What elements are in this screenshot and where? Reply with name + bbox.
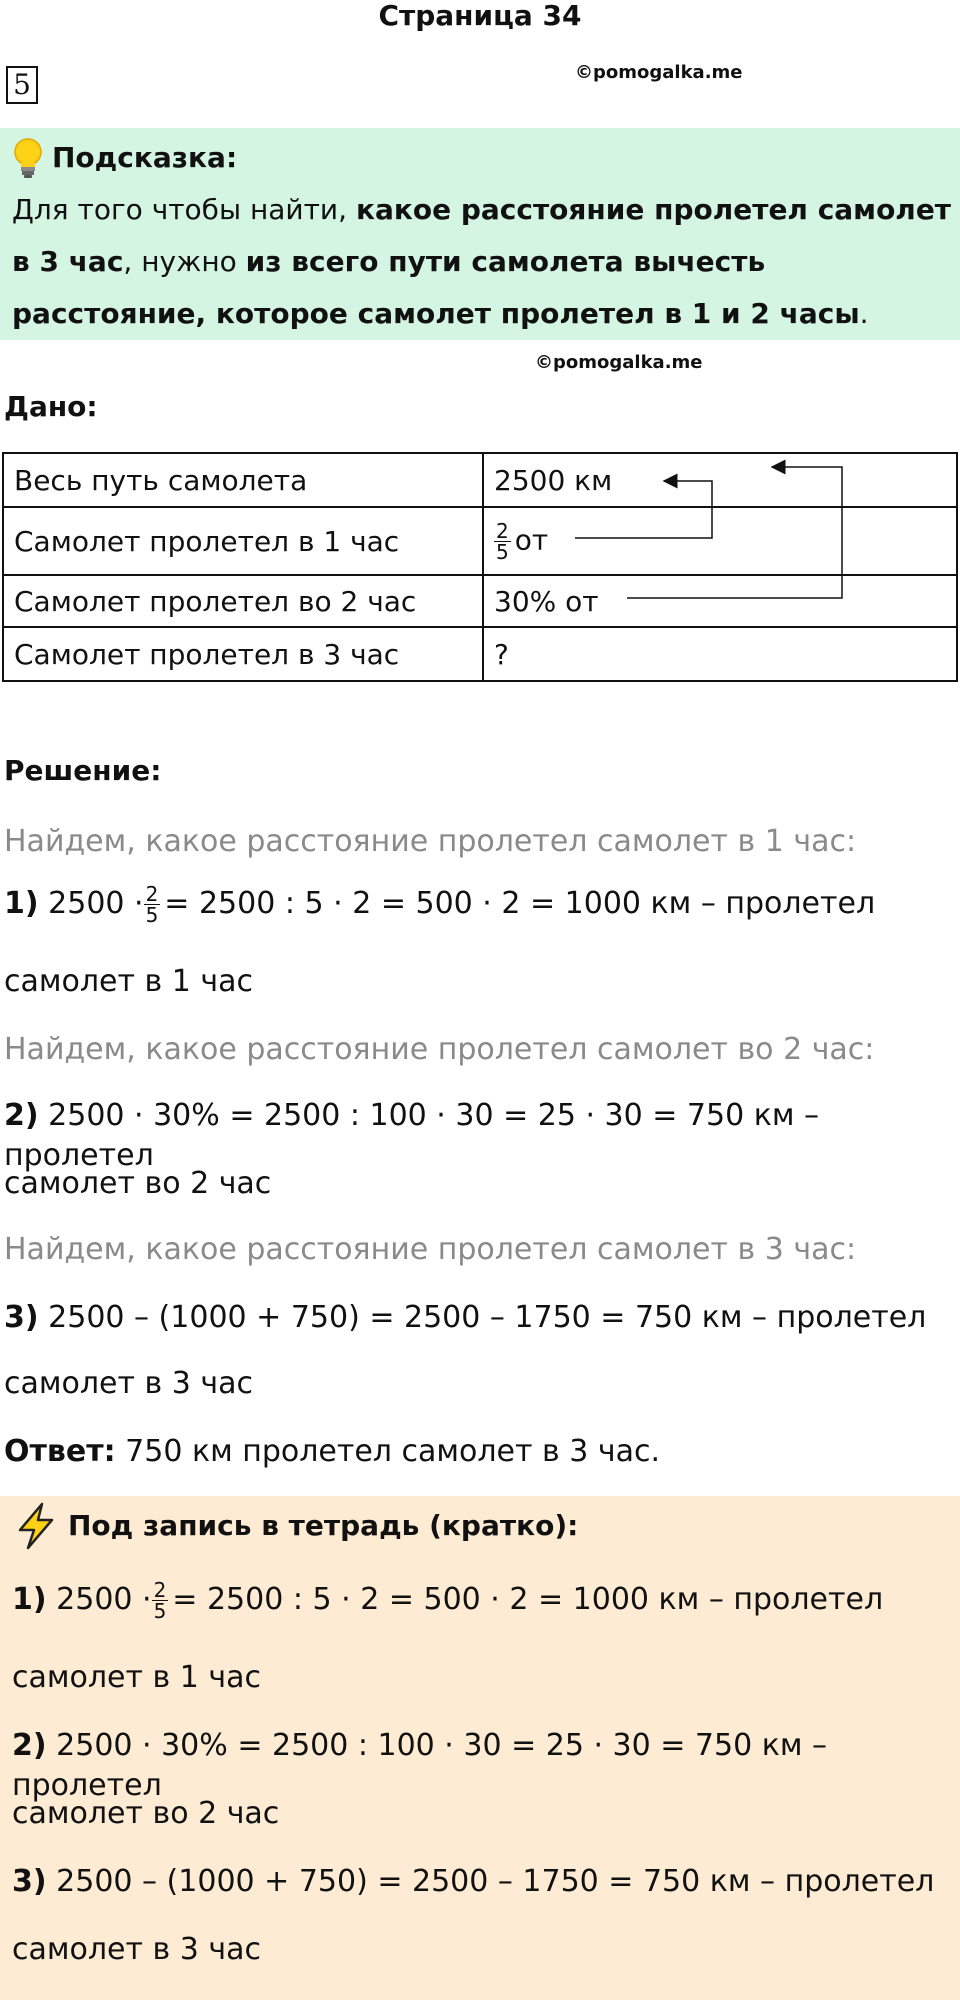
note-step-3: 3) 2500 – (1000 + 750) = 2500 – 1750 = 750 км – пролетел: [12, 1864, 935, 1899]
task-number: 5: [6, 66, 38, 104]
lightning-icon: [12, 1502, 60, 1550]
step-1: 1) 2500 · $\frac{2}{5}$ = 2500 : 5 · 2 = 500 · 2 = 1000 км – пролетел: [4, 882, 876, 927]
given-value: ?: [483, 627, 957, 681]
step-2: 2) 2500 · 30% = 2500 : 100 · 30 = 25 · 30 = 750 км – пролетел: [4, 1098, 820, 1173]
find-line-1: Найдем, какое расстояние пролетел самолет в 1 час:: [4, 824, 857, 859]
step-2-cont: самолет во 2 час: [4, 1166, 272, 1201]
page-title: Страница 34: [378, 0, 582, 32]
answer: Ответ: 750 км пролетел самолет в 3 час.: [4, 1434, 661, 1469]
notebook-title: Под запись в тетрадь (кратко):: [68, 1509, 579, 1542]
watermark: ©pomogalka.me: [575, 62, 743, 83]
note-step-3-cont: самолет в 3 час: [12, 1932, 261, 1967]
watermark: ©pomogalka.me: [535, 352, 703, 373]
fraction: $\frac{2}{5}$: [145, 882, 159, 927]
note-step-2-cont: самолет во 2 час: [12, 1796, 280, 1831]
hint-title: Подсказка:: [52, 141, 238, 174]
find-line-3: Найдем, какое расстояние пролетел самолет в 3 час:: [4, 1232, 857, 1267]
step-3-cont: самолет в 3 час: [4, 1366, 253, 1401]
find-line-2: Найдем, какое расстояние пролетел самолет во 2 час:: [4, 1032, 875, 1067]
given-label: Весь путь самолета: [3, 453, 483, 507]
given-value: $\frac{2}{5}$ от: [483, 507, 957, 575]
arrow-2: [627, 467, 842, 598]
hint-text: Для того чтобы найти, какое расстояние пролетел самолет в 3 час, нужно из всего пути самолета вычесть расстояние, которое самолет пролетел в 1 и 2 часы.: [12, 193, 952, 330]
solution-title: Решение:: [4, 754, 162, 787]
step-1-cont: самолет в 1 час: [4, 964, 253, 999]
step-3: 3) 2500 – (1000 + 750) = 2500 – 1750 = 750 км – пролетел: [4, 1300, 927, 1335]
arrow-1: [575, 481, 712, 538]
reference-arrows: [0, 0, 960, 700]
given-label: Самолет пролетел в 3 час: [3, 627, 483, 681]
note-step-2: 2) 2500 · 30% = 2500 : 100 · 30 = 25 · 30 = 750 км – пролетел: [12, 1728, 828, 1803]
given-title: Дано:: [4, 390, 98, 423]
fraction: $\frac{2}{5}$: [496, 518, 509, 564]
given-value: 2500 км: [483, 453, 957, 507]
note-step-1-cont: самолет в 1 час: [12, 1660, 261, 1695]
fraction: $\frac{2}{5}$: [153, 1578, 167, 1623]
note-step-1: 1) 2500 · $\frac{2}{5}$ = 2500 : 5 · 2 = 500 · 2 = 1000 км – пролетел: [12, 1578, 884, 1623]
given-value: 30% от: [483, 575, 957, 627]
given-label: Самолет пролетел в 1 час: [3, 507, 483, 575]
given-label: Самолет пролетел во 2 час: [3, 575, 483, 627]
